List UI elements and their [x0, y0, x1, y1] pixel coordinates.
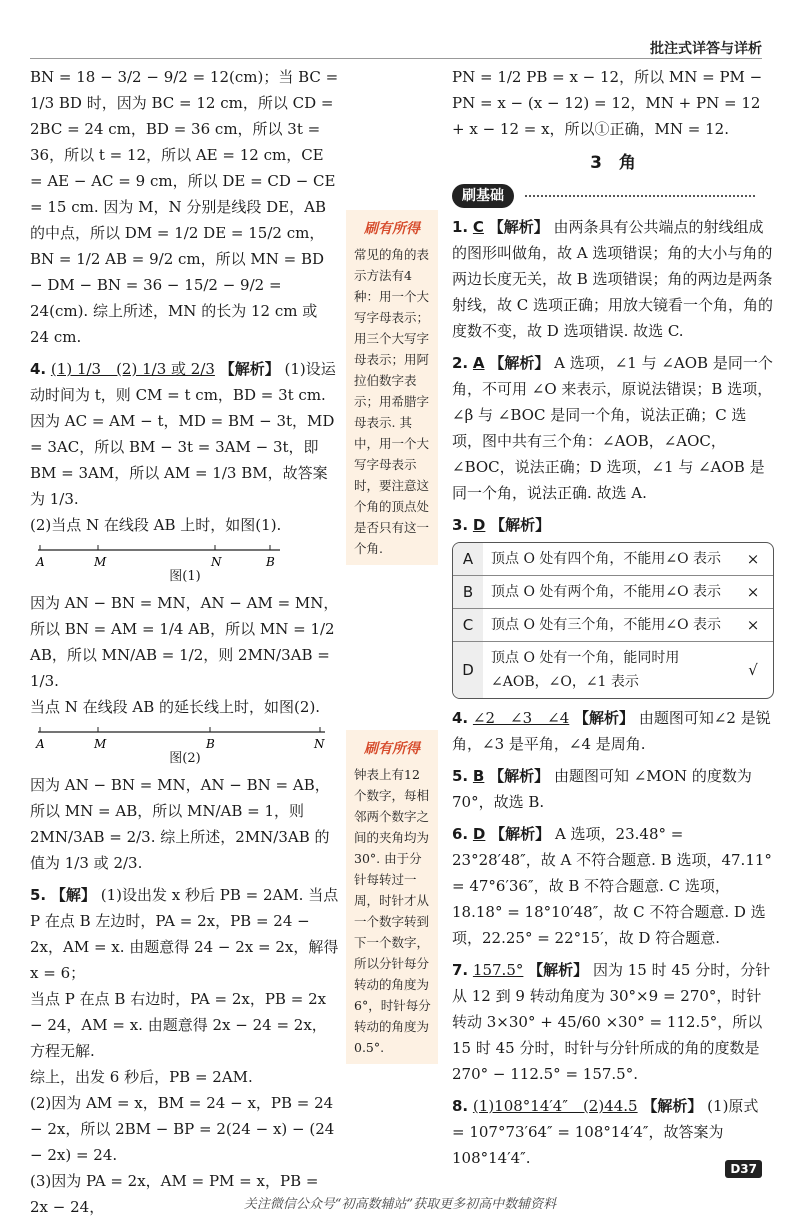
footer-note: 关注微信公众号“初高数辅站”获取更多初高中数辅资料	[243, 1197, 557, 1212]
figure-2-diagram	[30, 724, 330, 750]
fig2-label-n: N	[314, 737, 325, 750]
fig1-label-a: A	[36, 555, 45, 568]
header-rule	[30, 58, 762, 59]
a8-number: 8.	[452, 1097, 469, 1115]
q4-part2-case1: 因为 AN − BN = MN，AN − AM = MN，所以 BN = AM = 1/4 AB，所以 MN = 1/2 AB，所以 MN/AB = 1/2，则 2MN/3AB = 1/3.	[30, 594, 339, 690]
side-note-1-text: 常见的角的表示方法有4种：用一个大写字母表示；用三个大写字母表示；用阿拉伯数字表示；用希腊字母表示. 其中，用一个大写字母表示时，要注意这个角的顶点处是否只有这一个角.	[354, 247, 430, 556]
page-header-title: 批注式详答与详析	[650, 41, 762, 57]
a4-answer: ∠2 ∠3 ∠4	[472, 709, 570, 727]
answer-8	[452, 1093, 774, 1171]
q5-number: 5.	[30, 886, 47, 904]
table-row	[453, 641, 773, 698]
side-note-1-title: 刷有所得	[364, 221, 420, 237]
a8-tag: 【解析】	[642, 1097, 703, 1115]
side-note-2-title: 刷有所得	[364, 741, 420, 757]
q4-answer: (1) 1/3 (2) 1/3 或 2/3	[50, 360, 215, 378]
a2-text: A 选项，∠1 与 ∠AOB 是同一个角，不可用 ∠O 来表示，原说法错误；B 选项，∠β 与 ∠BOC 是同一个角，说法正确；C 选项，图中共有三个角：∠AOB，∠AOC，∠BOC，说法正确；D 选项，∠1 与 ∠AOB 是同一个角，说法正确. 故选 A.	[452, 354, 773, 502]
badge-dotted-rule	[525, 195, 755, 197]
a4-number: 4.	[452, 709, 469, 727]
answer-7	[452, 957, 774, 1087]
table-row-label: B	[453, 576, 483, 608]
a7-number: 7.	[452, 961, 469, 979]
a1-text: 由两条具有公共端点的射线组成的图形叫做角，故 A 选项错误；角的大小与角的两边长度无关，故 B 选项错误；角的两边是两条射线，故 C 选项正确；用放大镜看一个角，角的度数不变，故 D 选项错误. 故选 C.	[452, 218, 774, 340]
figure-1	[30, 542, 340, 586]
figure-2	[30, 724, 340, 768]
a4-text: 由题图可知∠2 是锐角，∠3 是平角，∠4 是周角.	[452, 709, 771, 753]
a7-text: 因为 15 时 45 分时，分针从 12 到 9 转动角度为 30°×9 = 270°，时针转动 3×30° + 45/60 ×30° = 112.5°，所以 15 时 45 分时，时针与分针所成的角的度数是 270° − 112.5° = 157.5°.	[452, 961, 771, 1083]
table-row-mark: √	[748, 661, 758, 679]
a8-answer: (1)108°14′4″ (2)44.5	[472, 1097, 638, 1115]
a6-number: 6.	[452, 825, 469, 843]
fig2-label-a: A	[36, 737, 45, 750]
answer-4	[452, 705, 774, 757]
a1-tag: 【解析】	[488, 218, 549, 236]
a7-answer: 157.5°	[472, 961, 524, 979]
left-paragraph-1: BN = 18 − 3/2 − 9/2 = 12(cm)；当 BC = 1/3 BD 时，因为 BC = 12 cm，所以 CD = 2BC = 24 cm，BD = 36 cm，所以 3t = 36，所以 t = 12，所以 AE = 12 cm，CE = AE − AC = 9 cm，所以 DE = CD − CE = 15 cm. 因为 M，N 分别是线段 DE，AB 的中点，所以 DM = 1/2 DE = 15/2 cm，BN = 1/2 AB = 9/2 cm，所以 MN = BD − DM − BN = 36 − 15/2 − 9/2 = 24(cm). 综上所述，MN 的长为 12 cm 或 24 cm.	[30, 68, 339, 346]
figure-2-caption: 图(2)	[169, 751, 201, 766]
table-row-label: D	[453, 642, 483, 698]
q5-paragraph-4: (2)因为 AM = x，BM = 24 − x，PB = 24 − 2x，所以 2BM − BP = 2(24 − x) − (24 − 2x) = 24.	[30, 1094, 335, 1164]
q5-paragraph-5: (3)因为 PA = 2x，AM = PM = x，PB = 2x − 24，	[30, 1172, 319, 1216]
a6-tag: 【解析】	[490, 825, 551, 843]
a3-tag: 【解析】	[490, 516, 551, 534]
section-title: 3 角	[590, 153, 636, 173]
answer-5	[452, 763, 774, 815]
fig1-label-b: B	[266, 555, 275, 568]
q5-text: (1)设出发 x 秒后 PB = 2AM. 当点 P 在点 B 左边时，PA = 2x，PB = 24 − 2x，AM = x. 由题意得 24 − 2x = 2x，解得 x = 6；	[30, 886, 339, 982]
q5-tag: 【解】	[50, 886, 96, 904]
a3-number: 3.	[452, 516, 469, 534]
side-note-2-text: 钟表上有12个数字，每相邻两个数字之间的夹角均为30°. 由于分针每转过一周，时针才从一个数字转到下一个数字，所以分针每分转动的角度为6°，时针每分转动的角度为0.5°.	[354, 767, 431, 1055]
a3-answer: D	[472, 516, 486, 534]
right-column	[452, 64, 774, 1171]
q4-number: 4.	[30, 360, 47, 378]
q4-tag: 【解析】	[219, 360, 280, 378]
side-note-2	[346, 730, 438, 1064]
a4-tag: 【解析】	[574, 709, 635, 727]
table-row-label: A	[453, 543, 483, 575]
badge-row	[452, 182, 774, 208]
table-row-text: 顶点 O 处有四个角，不能用∠O 表示	[491, 551, 722, 567]
figure-1-diagram	[30, 542, 290, 568]
q4-part2-case2: 因为 AN − BN = MN，AN − BN = AB，所以 MN = AB，所以 MN/AB = 1，则 2MN/3AB = 2/3. 综上所述，2MN/3AB 的值为 1/3 或 2/3.	[30, 776, 330, 872]
q4-part2-intro: (2)当点 N 在线段 AB 上时，如图(1).	[30, 516, 282, 534]
table-row	[453, 575, 773, 608]
option-analysis-table	[452, 542, 774, 699]
q5-paragraph-3: 综上，出发 6 秒后，PB = 2AM.	[30, 1068, 253, 1086]
table-row-label: C	[453, 609, 483, 641]
answer-6	[452, 821, 774, 951]
answer-3	[452, 512, 774, 538]
right-paragraph-1: PN = 1/2 PB = x − 12，所以 MN = PM − PN = x − (x − 12) = 12，MN + PN = 12 + x − 12 = x，所以①正确，MN = 12.	[452, 68, 763, 138]
fig1-label-m: M	[94, 555, 107, 568]
a5-number: 5.	[452, 767, 469, 785]
a2-number: 2.	[452, 354, 469, 372]
a2-tag: 【解析】	[489, 354, 550, 372]
fig1-label-n: N	[211, 555, 222, 568]
a1-number: 1.	[452, 218, 469, 236]
a5-tag: 【解析】	[489, 767, 550, 785]
table-row	[453, 543, 773, 575]
a6-answer: D	[472, 825, 486, 843]
figure-1-caption: 图(1)	[169, 569, 201, 584]
table-row-mark: ×	[746, 583, 760, 601]
table-row-mark: ×	[746, 550, 760, 568]
a5-text: 由题图可知 ∠MON 的度数为 70°，故选 B.	[452, 767, 752, 811]
q4-part2-case2-intro: 当点 N 在线段 AB 的延长线上时，如图(2).	[30, 698, 321, 716]
a6-text: A 选项，23.48° = 23°28′48″，故 A 不符合题意. B 选项，47.11° = 47°6′36″，故 B 不符合题意. C 选项，18.18° = 18°10′48″，故 C 不符合题意. D 选项，22.25° = 22°15′，故 D 符合题意.	[452, 825, 772, 947]
a5-answer: B	[472, 767, 485, 785]
fig2-label-b: B	[206, 737, 215, 750]
table-row	[453, 608, 773, 641]
section-badge: 刷基础	[452, 184, 514, 208]
page-number: D37	[725, 1160, 762, 1178]
answer-2	[452, 350, 774, 506]
q5-paragraph-2: 当点 P 在点 B 右边时，PA = 2x，PB = 2x − 24，AM = x. 由题意得 2x − 24 = 2x，方程无解.	[30, 990, 327, 1060]
fig2-label-m: M	[94, 737, 107, 750]
question-5	[30, 882, 340, 986]
a2-answer: A	[472, 354, 485, 372]
a7-tag: 【解析】	[528, 961, 589, 979]
table-row-text: 顶点 O 处有三个角，不能用∠O 表示	[491, 617, 722, 633]
answer-1	[452, 214, 774, 344]
question-4	[30, 356, 340, 512]
table-row-text: 顶点 O 处有一个角，能同时用 ∠AOB，∠O，∠1 表示	[491, 650, 680, 690]
table-row-mark: ×	[746, 616, 760, 634]
a8-text: (1)原式 = 107°73′64″ = 108°14′4″，故答案为 108°14′4″.	[452, 1097, 759, 1167]
table-row-text: 顶点 O 处有两个角，不能用∠O 表示	[491, 584, 722, 600]
left-column	[30, 64, 340, 1220]
a1-answer: C	[472, 218, 484, 236]
side-note-1	[346, 210, 438, 565]
q4-text: (1)设运动时间为 t，则 CM = t cm，BD = 3t cm. 因为 AC = AM − t，MD = BM − 3t，MD = 3AC，所以 BM − 3t = 3AM − 3t，即 BM = 3AM，所以 AM = 1/3 BM，故答案为 1/3.	[30, 360, 336, 508]
